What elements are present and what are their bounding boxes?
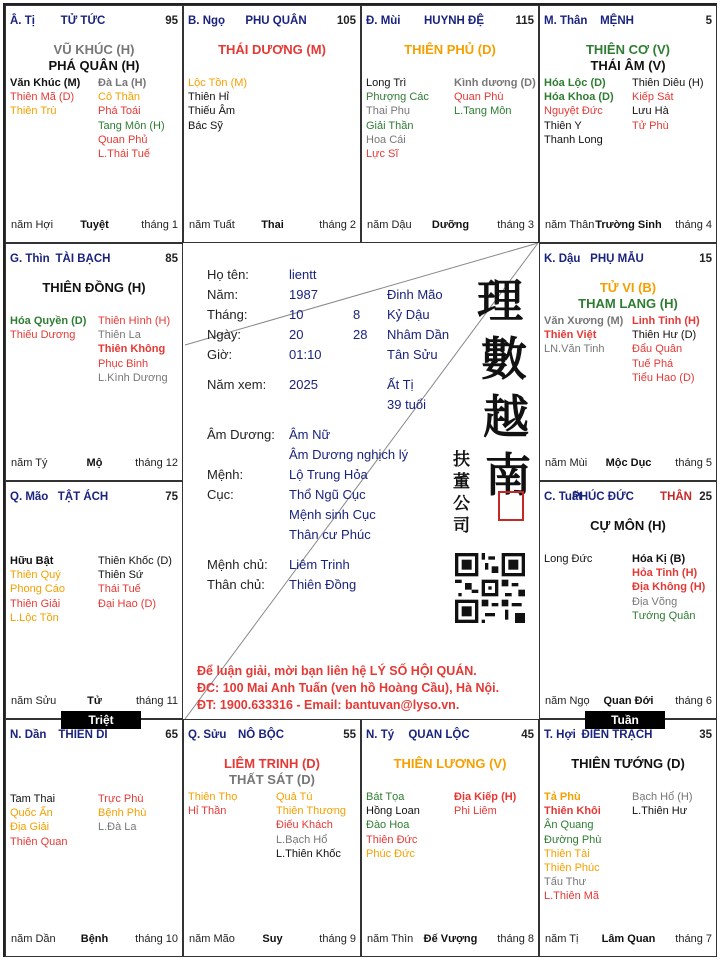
- palace-name: ĐIỀN TRẠCH: [581, 729, 653, 741]
- footer-stage: Mộc Dục: [605, 457, 652, 469]
- sub-star: L.Kình Dương: [98, 371, 168, 384]
- palace-mao: [5, 481, 183, 719]
- palace-name: PHÚC ĐỨC: [572, 491, 634, 503]
- than-marker: THÂN: [660, 491, 692, 503]
- calligraphy-char-4: 南: [485, 448, 531, 502]
- sub-star: Thiên Hư (D): [632, 329, 697, 342]
- footer-stage: Thai: [261, 219, 284, 231]
- sub-star: Phục Binh: [98, 357, 149, 370]
- main-star: THÁI DƯƠNG (M): [218, 42, 326, 57]
- sub-star: Hóa Kị (B): [632, 553, 686, 565]
- palace-chi: N. Dần: [10, 729, 47, 741]
- palace-footer: [367, 933, 534, 947]
- hour-value: 01:10: [289, 347, 322, 362]
- footer-year: năm Ngọ: [545, 695, 590, 707]
- footer-stage: Bệnh: [80, 933, 109, 945]
- age-value: 39 tuổi: [387, 397, 427, 412]
- sub-star: Hóa Lộc (D): [544, 77, 606, 89]
- sub-star: Tử Phù: [632, 119, 669, 132]
- footer-year: năm Dậu: [367, 219, 412, 231]
- palace-name: THIÊN DI: [58, 729, 108, 741]
- footer-year: năm Mùi: [545, 457, 588, 469]
- seal-char-2: 董: [453, 472, 470, 492]
- main-star: THIÊN CƠ (V): [585, 42, 671, 57]
- footer-year: năm Mão: [189, 933, 235, 945]
- sub-star: Thiên Hình (H): [98, 315, 171, 327]
- name-value: lientt: [289, 267, 317, 282]
- tuan-marker: Tuần: [585, 711, 665, 729]
- sub-star: Phượng Các: [366, 91, 429, 104]
- sub-star: Thiên Trù: [10, 105, 57, 118]
- palace-number: 95: [165, 15, 178, 27]
- calligraphy-char-1: 理: [477, 274, 523, 328]
- sub-star: Hỉ Thần: [188, 805, 227, 818]
- palace-header: [544, 729, 712, 743]
- sub-star: Điếu Khách: [276, 819, 333, 832]
- sub-star: Thiên Phúc: [544, 862, 600, 875]
- palace-name: TẬT ÁCH: [57, 491, 109, 503]
- sub-star: Trực Phù: [98, 793, 144, 805]
- sub-stars-right: [98, 76, 165, 161]
- palace-name: NÔ BỘC: [238, 729, 284, 741]
- center-info-panel: [185, 245, 541, 721]
- footer-stage: Quan Đới: [603, 695, 654, 707]
- sub-star: Tấu Thư: [544, 876, 587, 889]
- palace-header: [366, 15, 534, 29]
- footer-year: năm Hợi: [11, 219, 54, 231]
- sub-star: Thiên Y: [544, 119, 582, 132]
- sub-stars-right: [454, 790, 516, 818]
- palace-header: [188, 729, 356, 743]
- sub-star: Văn Khúc (M): [10, 77, 81, 89]
- than-chu-label: Thân chủ:: [207, 577, 265, 592]
- sub-star: Đà La (H): [98, 77, 147, 89]
- sub-stars-right: [276, 790, 346, 861]
- sub-stars-right: [632, 76, 704, 133]
- palace-header: [10, 253, 178, 267]
- sub-star: Bát Tọa: [366, 791, 405, 803]
- sub-star: Phong Cáo: [10, 583, 66, 596]
- sub-star: Hóa Khoa (D): [544, 91, 614, 104]
- sub-star: Thai Phụ: [366, 105, 411, 118]
- main-star: THÁI ÂM (V): [590, 58, 666, 73]
- palace-name: TỬ TỨC: [60, 15, 106, 27]
- sub-star: Đẩu Quân: [632, 343, 683, 356]
- day-can: Nhâm Dần: [387, 327, 450, 342]
- palace-header: [10, 491, 178, 505]
- sub-stars-right: [98, 554, 172, 611]
- sub-stars-left: [544, 790, 601, 904]
- sub-star: Linh Tinh (H): [632, 315, 700, 327]
- main-star: THIÊN TƯỚNG (D): [571, 756, 685, 771]
- footer-month: tháng 11: [135, 695, 178, 707]
- palace-header: [544, 253, 712, 267]
- sub-star: L.Thiên Khốc: [276, 847, 341, 860]
- sub-stars-left: [188, 76, 247, 133]
- sub-star: Thiên Quý: [10, 569, 61, 582]
- sub-star: LN.Văn Tinh: [544, 343, 605, 356]
- sub-star: Phi Liêm: [454, 805, 497, 818]
- palace-name: PHU QUÂN: [245, 15, 307, 27]
- palace-chi: B. Ngọ: [188, 15, 226, 27]
- palace-number: 85: [165, 253, 178, 265]
- sub-stars-right: [98, 314, 170, 385]
- palace-chi: T. Hợi: [544, 729, 576, 741]
- qr-code-icon: [455, 553, 525, 623]
- palace-name: MỆNH: [600, 15, 634, 27]
- footer-year: năm Sửu: [11, 695, 57, 707]
- main-star: THIÊN ĐỒNG (H): [42, 280, 146, 295]
- palace-number: 5: [705, 15, 712, 27]
- day-lunar: 28: [353, 327, 368, 342]
- sub-star: Lực Sĩ: [366, 148, 399, 161]
- sub-star: Thiên Quan: [10, 835, 68, 848]
- sub-star: Quan Phù: [454, 91, 504, 104]
- menh-label: Mệnh:: [207, 467, 244, 482]
- amduong-value: Âm Nữ: [289, 427, 331, 442]
- palace-number: 115: [515, 15, 534, 27]
- sub-star: Thiên Diêu (H): [632, 77, 704, 89]
- sub-star: Địa Giải: [10, 821, 50, 834]
- sub-star: Thái Tuế: [98, 583, 141, 596]
- palace-footer: [545, 933, 712, 947]
- palace-chi: N. Tý: [366, 729, 395, 741]
- sub-star: Hoa Cái: [366, 133, 406, 146]
- sub-stars-left: [366, 790, 420, 861]
- view-year-value: 2025: [289, 377, 318, 392]
- palace-mui: [361, 5, 539, 243]
- sub-stars-left: [544, 76, 614, 147]
- year-value: 1987: [289, 287, 318, 302]
- sub-stars-left: [10, 76, 80, 119]
- palace-ty: [361, 719, 539, 957]
- sub-star: Đại Hao (D): [98, 597, 157, 610]
- footer-stage: Tuyệt: [80, 219, 109, 231]
- sub-star: Phá Toái: [98, 105, 141, 118]
- amduong-value-2: Âm Dương nghịch lý: [289, 447, 409, 462]
- sub-star: Tang Môn (H): [98, 119, 165, 132]
- sub-star: Thiên Hỉ: [188, 91, 229, 104]
- footer-month: tháng 8: [497, 933, 534, 945]
- sub-star: Thiên La: [98, 329, 141, 342]
- sub-star: Địa Kiếp (H): [454, 791, 517, 803]
- sub-stars-left: [366, 76, 429, 161]
- sub-star: Thiên Thọ: [188, 791, 238, 803]
- cuc-label: Cục:: [207, 487, 234, 502]
- footer-stage: Dưỡng: [431, 219, 470, 231]
- sub-star: Thiên Mã (D): [10, 91, 75, 104]
- palace-chi: Â. Tị: [10, 15, 35, 27]
- footer-year: năm Thìn: [367, 933, 414, 945]
- month-label: Tháng:: [207, 307, 248, 322]
- sub-stars-right: [632, 552, 705, 623]
- amduong-label: Âm Dương:: [207, 427, 275, 442]
- main-star: THIÊN LƯƠNG (V): [393, 756, 507, 771]
- sub-star: Hữu Bật: [10, 555, 54, 567]
- palace-name: TÀI BẠCH: [55, 253, 111, 265]
- palace-footer: [545, 219, 712, 233]
- sub-stars-left: [10, 792, 67, 849]
- menh-chu-value: Liêm Trinh: [289, 557, 350, 572]
- palace-chi: G. Thìn: [10, 253, 50, 265]
- sub-star: Thiếu Dương: [10, 329, 76, 342]
- main-star: PHÁ QUÂN (H): [48, 58, 140, 73]
- sub-star: Thiên Khôi: [544, 805, 601, 818]
- sub-star: Bạch Hổ (H): [632, 791, 693, 803]
- palace-name: QUAN LỘC: [408, 729, 470, 741]
- sub-star: L.Lộc Tồn: [10, 611, 59, 624]
- sub-star: Tiểu Hao (D): [632, 371, 695, 384]
- main-star: THAM LANG (H): [578, 296, 678, 311]
- sub-star: Bệnh Phù: [98, 807, 147, 820]
- sub-stars-right: [98, 792, 146, 835]
- menh-value: Lộ Trung Hỏa: [289, 467, 368, 482]
- palace-number: 15: [699, 253, 712, 265]
- palace-chi: Q. Mão: [10, 491, 49, 503]
- footer-month: tháng 9: [319, 933, 356, 945]
- seal-char-4: 司: [453, 516, 470, 536]
- sub-star: Hóa Quyền (D): [10, 315, 87, 327]
- sub-star: Ân Quang: [544, 819, 594, 832]
- contact-line-3: ĐT: 1900.633316 - Email: bantuvan@lyso.vn.: [197, 698, 460, 712]
- day-solar: 20: [289, 327, 304, 342]
- sub-stars-left: [544, 552, 592, 566]
- sub-star: Lưu Hà: [632, 105, 669, 118]
- footer-stage: Lâm Quan: [601, 933, 656, 945]
- calligraphy-char-2: 數: [481, 332, 527, 386]
- footer-year: năm Tý: [11, 457, 48, 469]
- sub-star: Quả Tú: [276, 791, 313, 803]
- footer-month: tháng 5: [675, 457, 712, 469]
- sub-stars-left: [544, 314, 623, 357]
- footer-month: tháng 7: [675, 933, 712, 945]
- triet-marker: Triệt: [61, 711, 141, 729]
- footer-year: năm Tuất: [189, 219, 235, 231]
- main-star: THẤT SÁT (D): [229, 772, 315, 787]
- sub-star: Cô Thần: [98, 91, 140, 104]
- sub-stars-right: [632, 314, 700, 385]
- cuc-value-3: Thân cư Phúc: [289, 527, 371, 542]
- palace-footer: [367, 219, 534, 233]
- cuc-value-2: Mệnh sinh Cục: [289, 507, 376, 522]
- palace-thin: [5, 243, 183, 481]
- palace-footer: [189, 219, 356, 233]
- sub-star: Đường Phù: [544, 833, 602, 846]
- month-solar: 10: [289, 307, 304, 322]
- main-star: TỬ VI (B): [599, 280, 657, 295]
- sub-star: Tướng Quân: [632, 609, 696, 622]
- palace-name: PHỤ MẪU: [590, 253, 644, 265]
- palace-ngo: [183, 5, 361, 243]
- footer-year: năm Dần: [11, 933, 56, 945]
- footer-month: tháng 4: [675, 219, 712, 231]
- palace-suu: [183, 719, 361, 957]
- sub-star: Thiên Khốc (D): [98, 555, 172, 567]
- sub-star: L.Đà La: [98, 821, 137, 834]
- month-can: Kỷ Dậu: [387, 307, 430, 322]
- palace-number: 55: [343, 729, 356, 741]
- palace-name: HUYNH ĐỆ: [423, 15, 485, 27]
- sub-star: Thiên Thương: [276, 805, 347, 818]
- palace-header: [10, 729, 178, 743]
- sub-star: Thiên Giải: [10, 597, 61, 610]
- palace-chi: Đ. Mùi: [366, 15, 401, 27]
- sub-star: Quan Phủ: [98, 133, 148, 146]
- sub-star: Địa Võng: [632, 595, 678, 608]
- than-chu-value: Thiên Đồng: [289, 577, 357, 592]
- footer-month: tháng 6: [675, 695, 712, 707]
- sub-star: Hồng Loan: [366, 805, 420, 818]
- footer-month: tháng 12: [135, 457, 178, 469]
- sub-star: Nguyệt Đức: [544, 105, 603, 118]
- sub-star: Quốc Ấn: [10, 807, 53, 820]
- contact-line-1: Để luận giải, mời bạn liên hệ LÝ SỐ HỘI QUÁN.: [197, 664, 477, 678]
- sub-star: Phúc Đức: [366, 847, 415, 860]
- sub-star: Địa Không (H): [632, 581, 706, 594]
- palace-header: [544, 491, 712, 505]
- palace-footer: [545, 695, 712, 709]
- palace-chi: C. Tuất: [544, 491, 583, 503]
- sub-stars-left: [10, 314, 86, 342]
- palace-footer: [11, 695, 178, 709]
- sub-star: Tuế Phá: [632, 357, 674, 370]
- palace-header: [188, 15, 356, 29]
- sub-star: Kiếp Sát: [632, 91, 674, 104]
- main-star: THIÊN PHỦ (D): [404, 42, 496, 57]
- sub-star: Kình dương (D): [454, 77, 536, 89]
- palace-footer: [11, 457, 178, 471]
- main-star: LIÊM TRINH (D): [223, 756, 321, 771]
- footer-month: tháng 10: [135, 933, 178, 945]
- tuvi-chart: [3, 3, 717, 957]
- footer-stage: Suy: [262, 933, 283, 945]
- menh-chu-label: Mệnh chủ:: [207, 557, 268, 572]
- view-year-can: Ất Tị: [387, 377, 414, 392]
- sub-star: Thiên Sứ: [98, 569, 144, 582]
- sub-star: Đào Hoa: [366, 819, 410, 832]
- palace-header: [366, 729, 534, 743]
- palace-hoi: [539, 719, 717, 957]
- palace-tuat: [539, 481, 717, 719]
- sub-star: L.Thiên Hư: [632, 805, 688, 818]
- day-label: Ngày:: [207, 327, 241, 342]
- contact-line-2: ĐC: 100 Mai Anh Tuấn (ven hồ Hoàng Cầu), Hà Nội.: [197, 681, 500, 695]
- footer-stage: Đế Vượng: [423, 933, 478, 945]
- palace-dan: [5, 719, 183, 957]
- sub-star: Thiên Việt: [544, 329, 597, 342]
- main-star: VŨ KHÚC (H): [53, 42, 135, 57]
- sub-stars-left: [188, 790, 237, 818]
- palace-dau: [539, 243, 717, 481]
- sub-star: Thanh Long: [544, 133, 603, 146]
- footer-year: năm Tị: [545, 933, 579, 945]
- palace-footer: [545, 457, 712, 471]
- year-can: Đinh Mão: [387, 287, 443, 302]
- palace-number: 25: [699, 491, 712, 503]
- month-lunar: 8: [353, 307, 361, 322]
- sub-star: L.Thiên Mã: [544, 890, 600, 903]
- sub-star: Giải Thần: [366, 119, 414, 132]
- palace-number: 35: [699, 729, 712, 741]
- sub-star: Thiên Đức: [366, 833, 418, 846]
- palace-footer: [11, 219, 178, 233]
- palace-header: [10, 15, 178, 29]
- sub-star: L.Bạch Hổ: [276, 833, 328, 846]
- sub-star: Hỏa Tinh (H): [632, 567, 698, 580]
- sub-star: Tả Phù: [544, 791, 581, 803]
- sub-star: Tam Thai: [10, 793, 56, 805]
- palace-footer: [189, 933, 356, 947]
- seal-char-1: 扶: [453, 450, 470, 470]
- year-label: Năm:: [207, 287, 239, 302]
- sub-star: L.Tang Môn: [454, 105, 512, 118]
- palace-chi: M. Thân: [544, 15, 588, 27]
- cuc-value: Thổ Ngũ Cục: [289, 487, 366, 502]
- sub-stars-right: [632, 790, 693, 818]
- palace-number: 45: [521, 729, 534, 741]
- sub-star: Văn Xương (M): [544, 315, 624, 327]
- palace-header: [544, 15, 712, 29]
- palace-chi: Q. Sửu: [188, 729, 227, 741]
- sub-stars-right: [454, 76, 536, 119]
- footer-year: năm Thân: [545, 219, 595, 231]
- view-year-label: Năm xem:: [207, 377, 267, 392]
- footer-stage: Mộ: [86, 457, 103, 469]
- seal-char-3: 公: [453, 494, 470, 514]
- sub-star: Thiên Tài: [544, 847, 590, 860]
- sub-star: L.Thái Tuế: [98, 148, 150, 161]
- sub-star: Bác Sỹ: [188, 119, 223, 132]
- footer-month: tháng 2: [319, 219, 356, 231]
- sub-star: Lộc Tồn (M): [188, 77, 248, 89]
- footer-stage: Tử: [87, 695, 102, 707]
- footer-month: tháng 3: [497, 219, 534, 231]
- sub-stars-left: [10, 554, 65, 625]
- palace-number: 75: [165, 491, 178, 503]
- sub-star: Long Trì: [366, 77, 407, 89]
- palace-than: [539, 5, 717, 243]
- footer-stage: Trường Sinh: [595, 219, 662, 231]
- hour-can: Tân Sửu: [387, 347, 438, 362]
- calligraphy-char-3: 越: [483, 390, 529, 444]
- palace-number: 105: [336, 15, 356, 27]
- palace-ti: [5, 5, 183, 243]
- name-label: Họ tên:: [207, 267, 249, 282]
- palace-number: 65: [165, 729, 178, 741]
- palace-chi: K. Dậu: [544, 253, 581, 265]
- palace-footer: [11, 933, 178, 947]
- sub-star: Thiếu Âm: [188, 105, 236, 118]
- red-seal-stamp: [498, 491, 524, 521]
- sub-star: Thiên Không: [98, 343, 166, 356]
- hour-label: Giờ:: [207, 347, 233, 362]
- sub-star: Long Đức: [544, 553, 593, 565]
- main-star: CỰ MÔN (H): [590, 518, 666, 533]
- footer-month: tháng 1: [141, 219, 178, 231]
